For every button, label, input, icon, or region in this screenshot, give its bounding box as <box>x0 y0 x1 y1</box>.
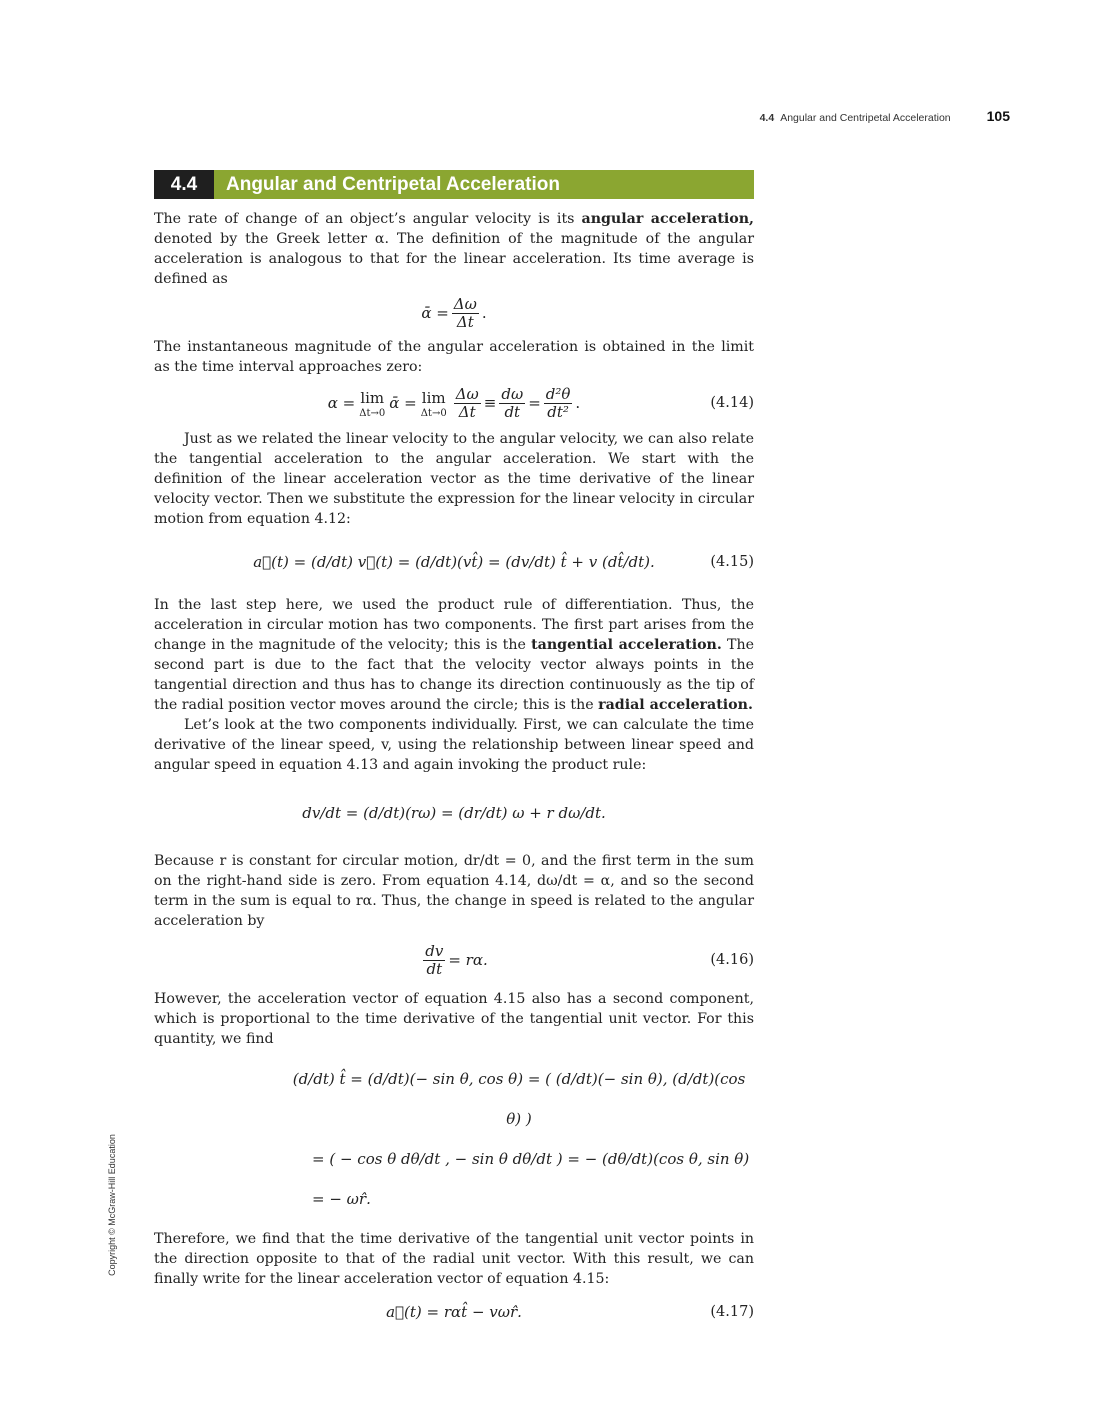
equation-line-1: (d/dt) t̂ = (d/dt)(− sin θ, cos θ) = ( (d/dt)(− sin θ), (d/dt)(cos θ) ) <box>292 1070 746 1128</box>
equation-4-14: α = lim Δt→0 ᾱ = lim Δt→0 $\frac{\Delta\omega}{\Delta t}$ ≡ $\frac{d\omega}{dt}$ = $\frac{\text{d²θ}}{\text{dt²}}$ . (4.14) <box>327 384 754 421</box>
term-tangential-acceleration: tangential acceleration. <box>531 637 722 653</box>
section-number: 4.4 <box>154 170 214 199</box>
equation-speed-derivative: dv/dt = (d/dt)(rω) = (dr/dt) ω + r dω/dt. <box>302 804 606 822</box>
running-head-title: Angular and Centripetal Acceleration <box>780 112 951 124</box>
equation-number-4-15: (4.15) <box>710 554 754 570</box>
equation-line-2: = ( − cos θ dθ/dt , − sin θ dθ/dt ) = − (dθ/dt)(cos θ, sin θ) <box>312 1150 750 1168</box>
copyright-notice: Copyright © McGraw-Hill Education <box>107 1134 117 1276</box>
body-text <box>154 209 754 1335</box>
page-number: 105 <box>986 108 1010 124</box>
equation-line-3: = − ωr̂. <box>312 1190 371 1208</box>
running-head <box>760 108 1010 124</box>
equation-average-angular-acceleration: ᾱ = $\frac{\Delta\omega}{\Delta t}$ . <box>421 294 487 331</box>
paragraph-5: Let’s look at the two components individually. First, we can calculate the time derivative of the linear speed, v, using the relationship between linear speed and angular speed in equation 4.13 and again invoking the product rule: <box>154 717 754 773</box>
paragraph-3: Just as we related the linear velocity to the angular velocity, we can also relate the tangential acceleration to the angular acceleration. We start with the definition of the linear acceleration vector as the time derivative of the linear velocity vector. Then we substitute the expression for the linear velocity in circular motion from equation 4.12: <box>154 431 754 527</box>
equation-tangent-derivative <box>154 1049 754 1229</box>
term-angular-acceleration: angular acceleration, <box>581 211 755 227</box>
equation-number-4-17: (4.17) <box>710 1304 754 1320</box>
equation-4-17: a⃗(t) = rαt̂ − vωr̂. (4.17) <box>386 1303 754 1321</box>
section-title: Angular and Centripetal Acceleration <box>226 173 560 195</box>
paragraph-4: In the last step here, we used the product rule of differentiation. Thus, the acceleration in circular motion has two components. The first part arises from the change in the magnitude of the velocity; this is the tangential acceleration. The second part is due to the fact that the velocity vector always points in the tangential direction and thus has to change its direction continuously as the tip of the radial position vector moves around the circle; this is the radial acceleration. <box>154 597 754 713</box>
section-banner <box>154 170 754 199</box>
paragraph-7: However, the acceleration vector of equation 4.15 also has a second component, which is proportional to the time derivative of the tangential unit vector. For this quantity, we find <box>154 991 754 1047</box>
paragraph-8: Therefore, we find that the time derivative of the tangential unit vector points in the direction opposite to that of the radial unit vector. With this result, we can finally write for the linear acceleration vector of equation 4.15: <box>154 1231 754 1287</box>
equation-4-16: $\frac{dv}{dt}$ = rα. (4.16) <box>425 941 754 978</box>
paragraph-1: The rate of change of an object’s angular velocity is its angular acceleration, denoted by the Greek letter α. The definition of the magnitude of the angular acceleration is analogous to that for the linear acceleration. Its time average is defined as <box>154 211 755 287</box>
paragraph-2: The instantaneous magnitude of the angular acceleration is obtained in the limit as the time interval approaches zero: <box>154 339 754 375</box>
term-radial-acceleration: radial acceleration. <box>598 697 753 713</box>
running-head-section: 4.4 <box>759 112 775 124</box>
equation-number-4-16: (4.16) <box>710 952 754 968</box>
paragraph-6: Because r is constant for circular motion, dr/dt = 0, and the first term in the sum on the right-hand side is zero. From equation 4.14, dω/dt = α, and so the second term in the sum is equal to rα. Thus, the change in speed is related to the angular acceleration by <box>154 853 754 929</box>
equation-number-4-14: (4.14) <box>710 395 754 411</box>
equation-4-15: a⃗(t) = (d/dt) v⃗(t) = (d/dt)(vt̂) = (dv/dt) t̂ + v (dt̂/dt). (4.15) <box>253 553 754 571</box>
